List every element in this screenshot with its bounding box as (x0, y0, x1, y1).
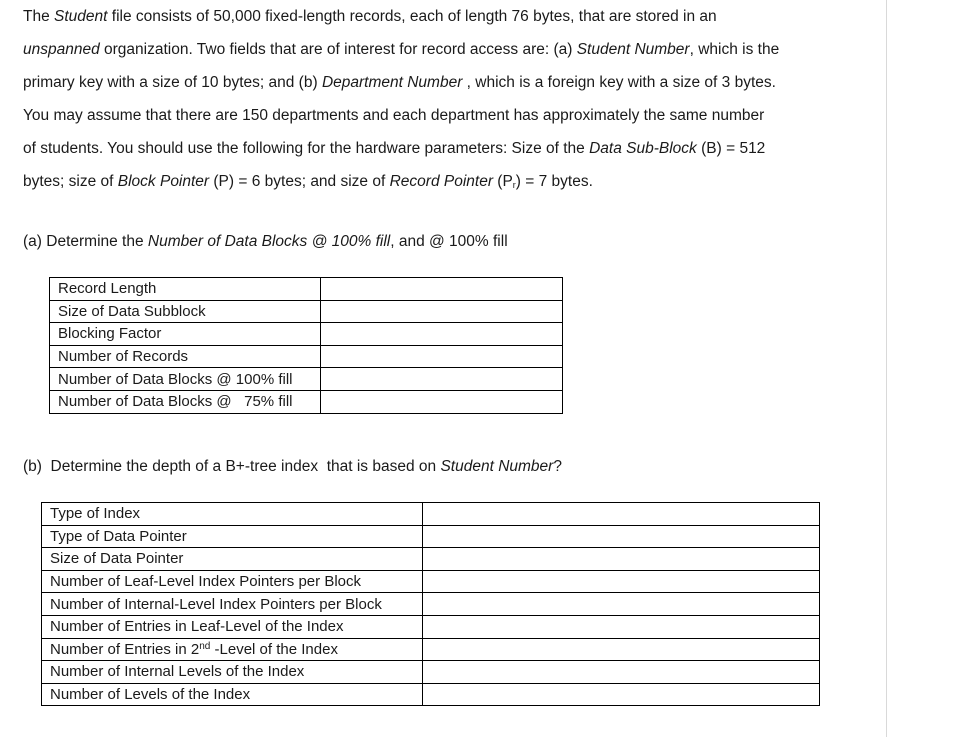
table-row (50, 345, 563, 368)
row-label: Number of Entries in Leaf-Level of the Index (42, 615, 423, 638)
answer-cell[interactable] (320, 278, 562, 301)
answer-cell[interactable] (422, 638, 819, 661)
table-row (50, 368, 563, 391)
text-run: , which is the (689, 41, 780, 58)
answer-cell[interactable] (422, 570, 819, 593)
table-row (42, 661, 820, 684)
text-run: file consists of 50,000 fixed-length records, each of length 76 bytes, that are stored in an (107, 8, 717, 25)
text-run: of students. You should use the following for the hardware parameters: Size of the (23, 140, 590, 157)
answer-cell[interactable] (422, 548, 819, 571)
answer-cell[interactable] (422, 593, 819, 616)
text-run: ) = 7 bytes. (515, 173, 593, 190)
emphasis-block-pointer: Block Pointer (117, 173, 210, 190)
row-label: Number of Records (50, 345, 321, 368)
table-row (42, 683, 820, 706)
row-label: Number of Levels of the Index (42, 683, 423, 706)
row-label: Number of Data Blocks @ 100% fill (50, 368, 321, 391)
text-run: organization. Two fields that are of interest for record access are: (a) (99, 41, 577, 58)
statement-line-3 (23, 66, 873, 99)
statement-line-5 (23, 132, 873, 165)
emphasis-student-number: Student Number (440, 458, 554, 475)
answer-cell[interactable] (422, 503, 819, 526)
row-label: Type of Data Pointer (42, 525, 423, 548)
text-run: , which is a foreign key with a size of 3 bytes. (462, 74, 776, 91)
workspace-gutter (887, 0, 963, 737)
subscript-r: r (512, 180, 516, 190)
emphasis-record-pointer: Record Pointer (389, 173, 493, 190)
statement-line-4: You may assume that there are 150 departments and each department has approximately the same number (23, 107, 765, 124)
table-row (50, 390, 563, 413)
text-run: The (23, 8, 55, 25)
answer-cell[interactable] (320, 323, 562, 346)
text-run: primary key with a size of 10 bytes; and (b) (23, 74, 322, 91)
emphasis-department-number: Department Number (321, 74, 463, 91)
answer-cell[interactable] (320, 390, 562, 413)
text-run: , and @ 100% fill (390, 233, 508, 250)
table-b (41, 502, 820, 706)
answer-cell[interactable] (320, 345, 562, 368)
emphasis-data-blocks: Number of Data Blocks @ 100% fill (147, 233, 391, 250)
text-run: (b) Determine the depth of a B+-tree index that is based on (23, 458, 441, 475)
emphasis-data-sub-block: Data Sub-Block (589, 140, 697, 157)
text-run: (P (492, 173, 513, 190)
table-row (42, 548, 820, 571)
table-row (50, 278, 563, 301)
table-row (50, 300, 563, 323)
row-label: Type of Index (42, 503, 423, 526)
problem-statement (23, 0, 873, 198)
statement-line-6 (23, 165, 873, 198)
table-row (42, 525, 820, 548)
row-label: Size of Data Pointer (42, 548, 423, 571)
question-b (23, 458, 562, 476)
row-label: Record Length (50, 278, 321, 301)
row-label: Size of Data Subblock (50, 300, 321, 323)
answer-cell[interactable] (320, 368, 562, 391)
row-label (42, 638, 423, 661)
table-row (42, 593, 820, 616)
answer-cell[interactable] (422, 525, 819, 548)
row-label: Number of Internal Levels of the Index (42, 661, 423, 684)
table-row (42, 638, 820, 661)
row-label: Blocking Factor (50, 323, 321, 346)
text-run: bytes; size of (23, 173, 118, 190)
statement-line-2 (23, 33, 873, 66)
row-label: Number of Data Blocks @ 75% fill (50, 390, 321, 413)
text-run: ? (553, 458, 562, 475)
text-run: (B) = 512 (696, 140, 766, 157)
answer-cell[interactable] (422, 683, 819, 706)
superscript-nd: nd (199, 640, 211, 652)
question-a (23, 233, 508, 251)
table-a (49, 277, 563, 414)
answer-cell[interactable] (320, 300, 562, 323)
emphasis-student-number: Student Number (576, 41, 690, 58)
emphasis-student: Student (54, 8, 108, 25)
answer-cell[interactable] (422, 615, 819, 638)
text-run: (a) Determine the (23, 233, 148, 250)
row-label: Number of Internal-Level Index Pointers per Block (42, 593, 423, 616)
table-row (42, 570, 820, 593)
table-row (50, 323, 563, 346)
row-label: Number of Leaf-Level Index Pointers per Block (42, 570, 423, 593)
table-row (42, 503, 820, 526)
text-run: -Level of the Index (210, 640, 338, 658)
emphasis-unspanned: unspanned (23, 41, 100, 58)
table-row (42, 615, 820, 638)
text-run: Number of Entries in 2 (50, 640, 200, 658)
text-run: (P) = 6 bytes; and size of (209, 173, 390, 190)
statement-line-1 (23, 0, 873, 33)
answer-cell[interactable] (422, 661, 819, 684)
